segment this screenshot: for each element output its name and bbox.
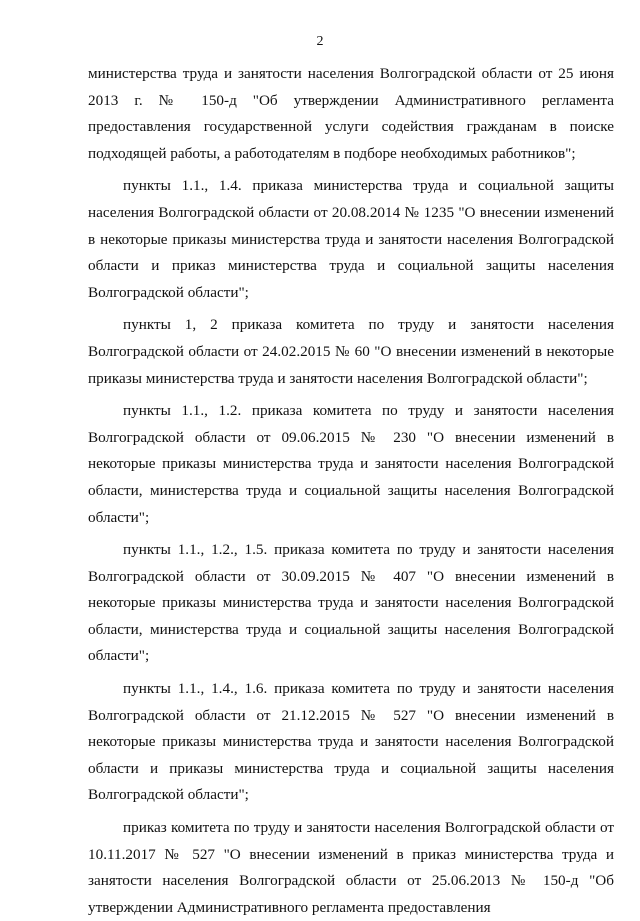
paragraph-item: пункты 1.1., 1.2. приказа комитета по труду и занятости населения Волгоградской области от 09.06.2015 № 230 "О внесении изменений в некоторые приказы министерства труда и занятости населения Волгоградской области, министерства труда и социальной защиты населения Волгоградской области"; xyxy=(88,402,614,526)
paragraph-item: пункты 1, 2 приказа комитета по труду и занятости населения Волгоградской области от 24.02.2015 № 60 "О внесении изменений в некоторые приказы министерства труда и занятости населения Волгоградской области"; xyxy=(88,316,614,387)
page-number: 2 xyxy=(316,34,324,49)
paragraph-item: приказ комитета по труду и занятости населения Волгоградской области от 10.11.2017 № 527 "О внесении изменений в приказ министерства труда и занятости населения Волгоградской области от 25.06.2013 № 150-д "Об утверждении Административного регламента предоставления xyxy=(88,819,614,916)
paragraph-item: пункты 1.1., 1.4. приказа министерства труда и социальной защиты населения Волгоградской области от 20.08.2014 № 1235 "О внесении изменений в некоторые приказы министерства труда и занятости населения Волгоградской области и приказ министерства труда и социальной защиты населения Волгоградской области"; xyxy=(88,177,614,301)
document-body xyxy=(88,61,614,921)
paragraph-item: пункты 1.1., 1.2., 1.5. приказа комитета по труду и занятости населения Волгоградской области от 30.09.2015 № 407 "О внесении изменений в некоторые приказы министерства труда и занятости населения Волгоградской области, министерства труда и социальной защиты населения Волгоградской области"; xyxy=(88,541,614,665)
paragraph-item: пункты 1.1., 1.4., 1.6. приказа комитета по труду и занятости населения Волгоградской области от 21.12.2015 № 527 "О внесении изменений в некоторые приказы министерства труда и занятости населения Волгоградской области и приказы министерства труда и социальной защиты населения Волгоградской области"; xyxy=(88,680,614,804)
paragraph-continuation: министерства труда и занятости населения Волгоградской области от 25 июня 2013 г. № 150-д "Об утверждении Административного регламента предоставления государственной услуги содействия гражданам в поиске подходящей работы, а работодателям в подборе необходимых работников"; xyxy=(88,65,614,162)
